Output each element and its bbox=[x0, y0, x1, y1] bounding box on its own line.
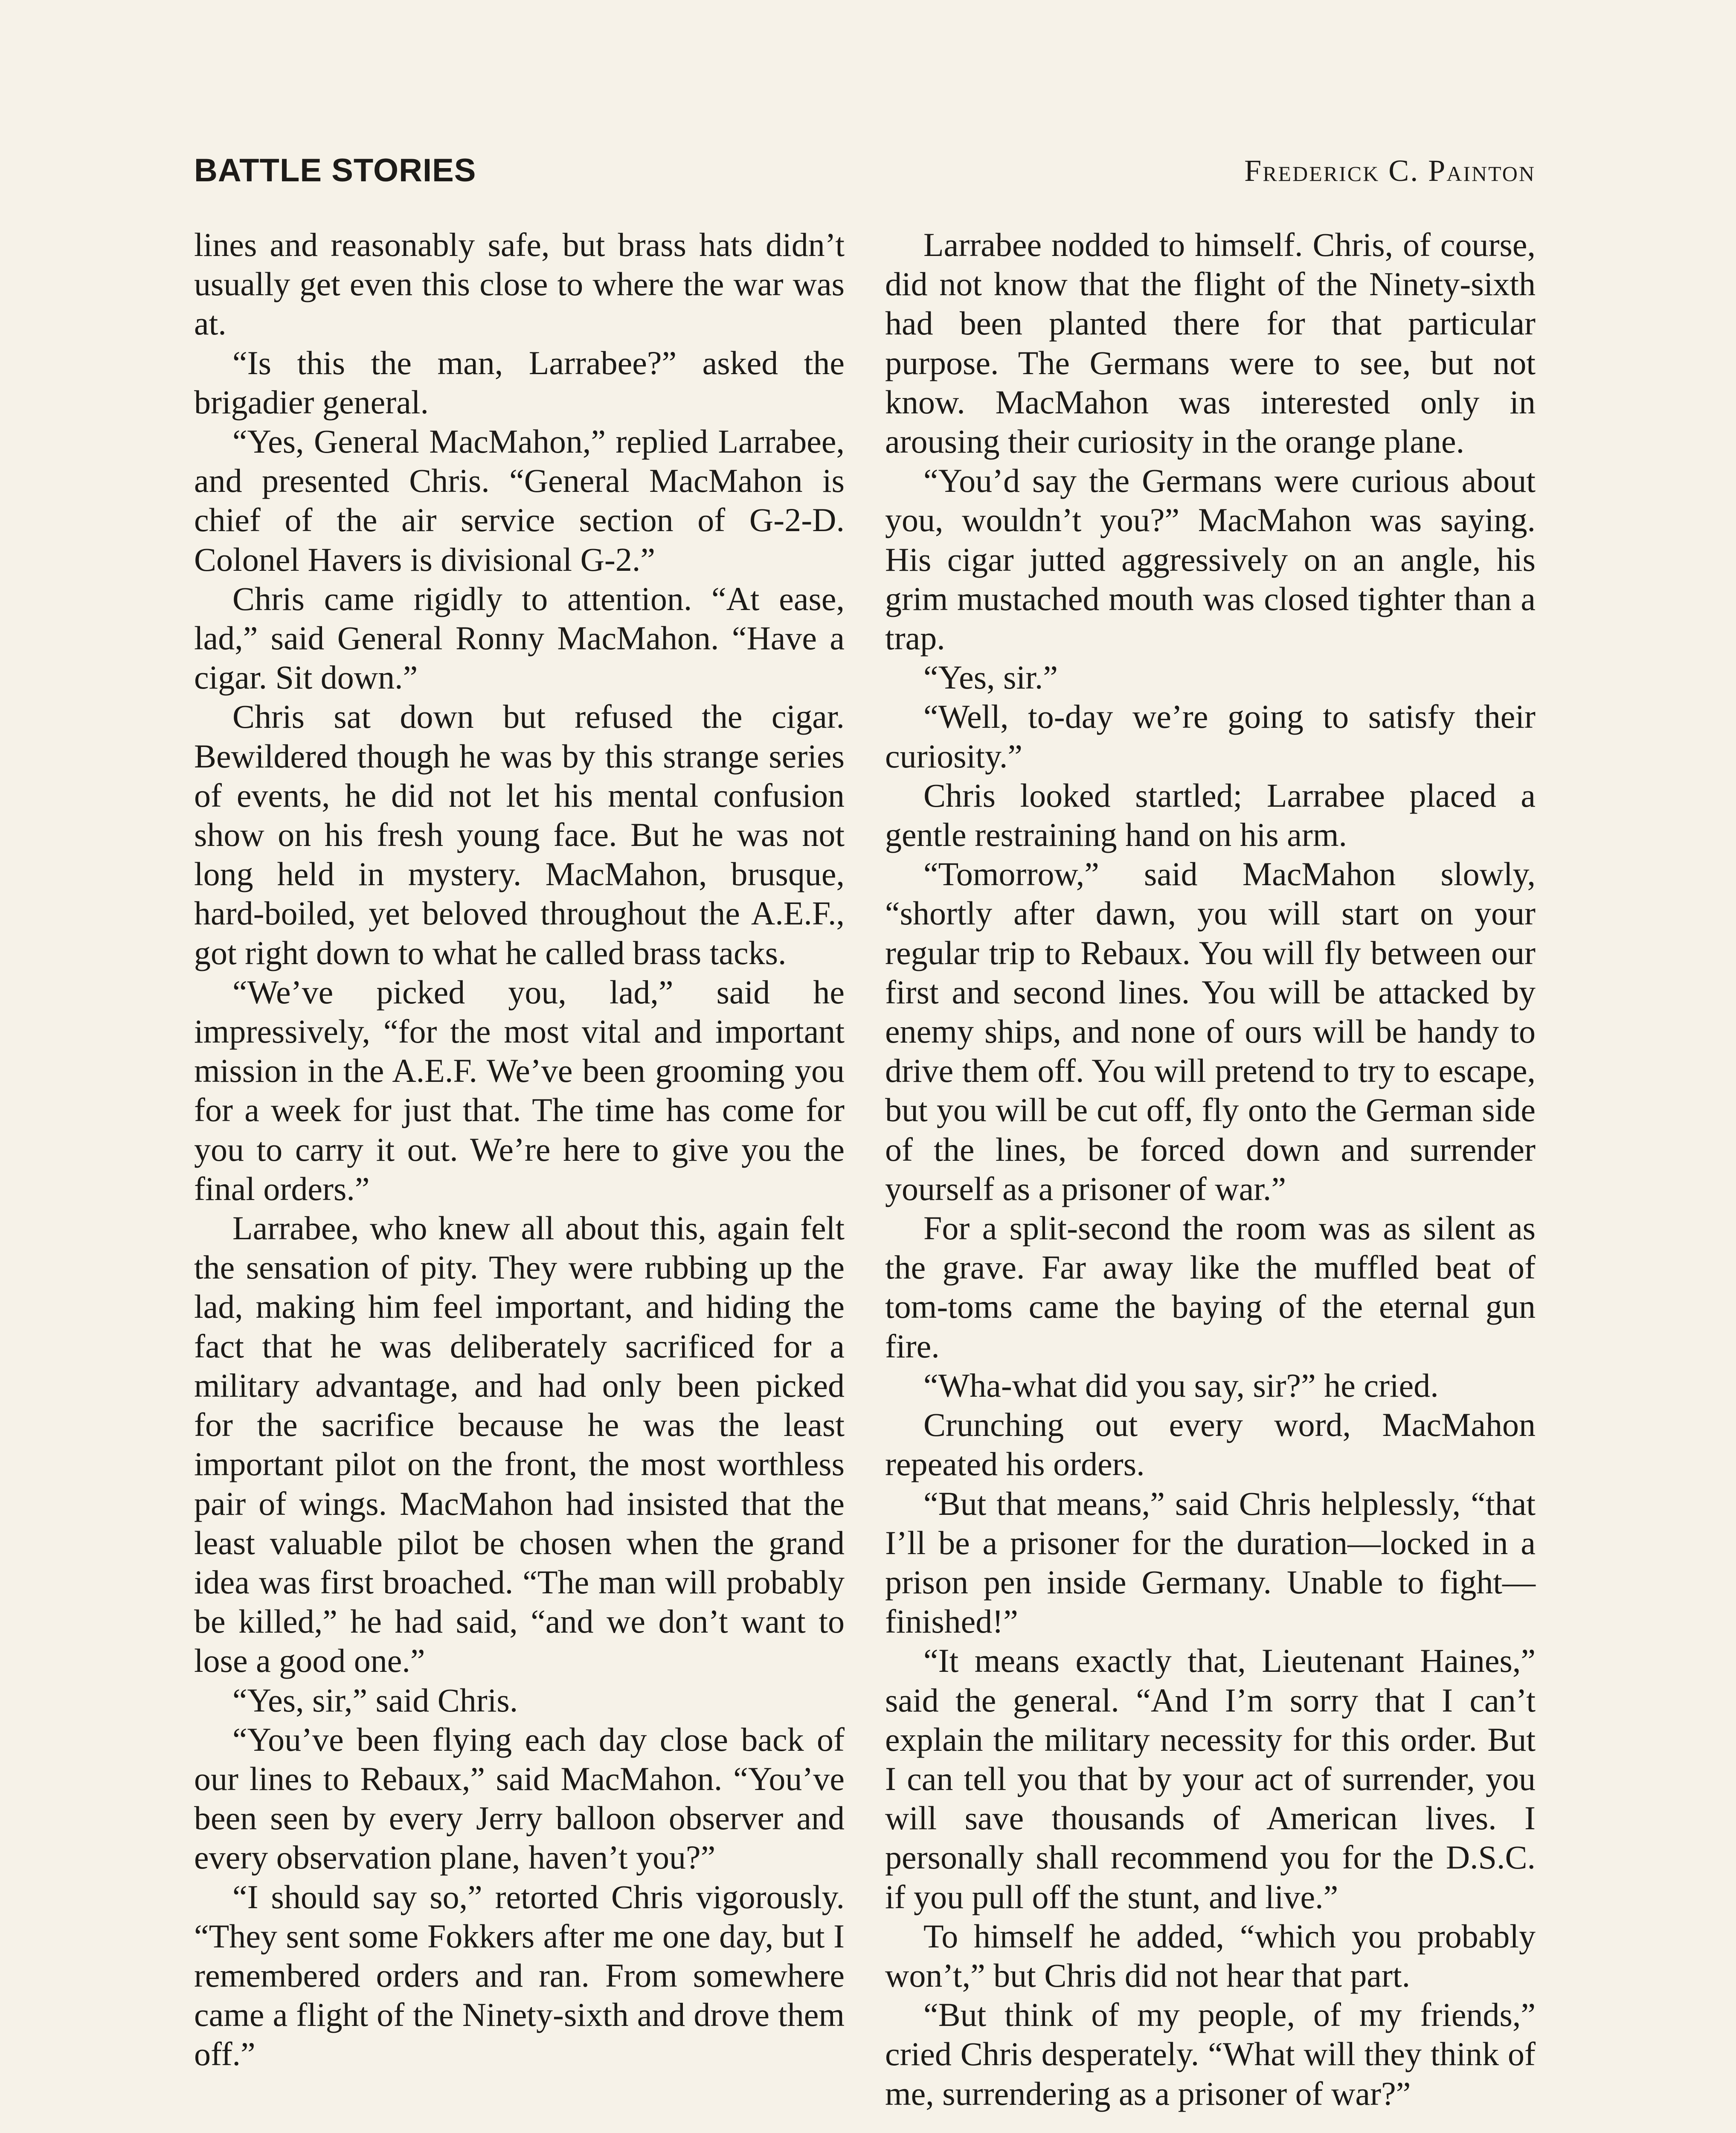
paragraph: “Well, to-day we’re going to satisfy their curiosity.” bbox=[885, 698, 1536, 775]
paragraph: “You’ve been flying each day close back of our lines to Rebaux,” said MacMahon. “You’ve been seen by every Jerry balloon observer and every observation plane, haven’t you?” bbox=[194, 1720, 845, 1876]
paragraph: To himself he added, “which you probably won’t,” but Chris did not hear that part. bbox=[885, 1917, 1536, 1994]
paragraph: “It means exactly that, Lieutenant Haines,” said the general. “And I’m sorry that I can’t explain the military necessity for this order. But I can tell you that by your act of surrender, you will save thousands of American lives. I personally shall recommend you for the D.S.C. if you pull off the stunt, and live.” bbox=[885, 1642, 1536, 1915]
paragraph: “Yes, General MacMahon,” replied Larrabee, and presented Chris. “General MacMahon is chief of the air service section of G-2-D. Colonel Havers is divisional G-2.” bbox=[194, 423, 845, 578]
paragraph: Chris came rigidly to attention. “At ease, lad,” said General Ronny MacMahon. “Have a cigar. Sit down.” bbox=[194, 580, 845, 696]
paragraph: Crunching out every word, MacMahon repeated his orders. bbox=[885, 1406, 1536, 1483]
paragraph: For a split-second the room was as silent as the grave. Far away like the muffled beat of tom-toms came the baying of the eternal gun fire. bbox=[885, 1209, 1536, 1365]
paragraph: “I should say so,” retorted Chris vigorously. “They sent some Fokkers after me one day, but I remembered orders and ran. From somewhere came a flight of the Ninety-sixth and drove them off.” bbox=[194, 1878, 845, 2073]
paragraph: “Tomorrow,” said MacMahon slowly, “shortly after dawn, you will start on your regular trip to Rebaux. You will fly between our first and second lines. You will be attacked by enemy ships, and none of ours will be handy to drive them off. You will pretend to try to escape, but you will be cut off, fly onto the German side of the lines, be forced down and surrender yourself as a prisoner of war.” bbox=[885, 855, 1536, 1207]
page-header bbox=[194, 147, 1536, 194]
left-text-column bbox=[194, 225, 845, 2074]
paragraph: “But think of my people, of my friends,” cried Chris desperately. “What will they think of me, surrendering as a prisoner of war?” bbox=[885, 1996, 1536, 2112]
paragraph: Chris looked startled; Larrabee placed a gentle restraining hand on his arm. bbox=[885, 776, 1536, 854]
paragraph: “Yes, sir,” said Chris. bbox=[232, 1681, 518, 1719]
paragraph: “Yes, sir.” bbox=[923, 659, 1058, 696]
paragraph: “But that means,” said Chris helplessly, “that I’ll be a prisoner for the duration—locked in a prison pen inside Germany. Unable to fight—finished!” bbox=[885, 1485, 1536, 1640]
author-name: Frederick C. Painton bbox=[1244, 154, 1536, 188]
paragraph: “We’ve picked you, lad,” said he impressively, “for the most vital and important mission in the A.E.F. We’ve been grooming you for a week for just that. The time has come for you to carry it out. We’re here to give you the final orders.” bbox=[194, 973, 845, 1207]
paragraph: “Wha-what did you say, sir?” he cried. bbox=[923, 1366, 1439, 1404]
paragraph: “Is this the man, Larrabee?” asked the brigadier general. bbox=[194, 344, 845, 421]
paragraph: Larrabee nodded to himself. Chris, of course, did not know that the flight of the Ninety-sixth had been planted there for that particular purpose. The Germans were to see, but not know. MacMahon was interested only in arousing their curiosity in the orange plane. bbox=[885, 226, 1536, 460]
paragraph: Larrabee, who knew all about this, again felt the sensation of pity. They were rubbing up the lad, making him feel important, and hiding the fact that he was deliberately sacrificed for a military advantage, and had only been picked for the sacrifice because he was the least important pilot on the front, the most worthless pair of wings. MacMahon had insisted that the least valuable pilot be chosen when the grand idea was first broached. “The man will probably be killed,” he had said, “and we don’t want to lose a good one.” bbox=[194, 1209, 845, 1680]
paragraph: lines and reasonably safe, but brass hats didn’t usually get even this close to where the war was at. bbox=[194, 226, 845, 342]
magazine-title: BATTLE STORIES bbox=[194, 152, 476, 189]
paragraph: “You’d say the Germans were curious about you, wouldn’t you?” MacMahon was saying. His cigar jutted aggressively on an angle, his grim mustached mouth was closed tighter than a trap. bbox=[885, 462, 1536, 657]
right-text-column bbox=[885, 225, 1536, 2113]
paragraph: Chris sat down but refused the cigar. Bewildered though he was by this strange series of events, he did not let his mental confusion show on his fresh young face. But he was not long held in mystery. MacMahon, brusque, hard-boiled, yet beloved throughout the A.E.F., got right down to what he called brass tacks. bbox=[194, 698, 845, 971]
